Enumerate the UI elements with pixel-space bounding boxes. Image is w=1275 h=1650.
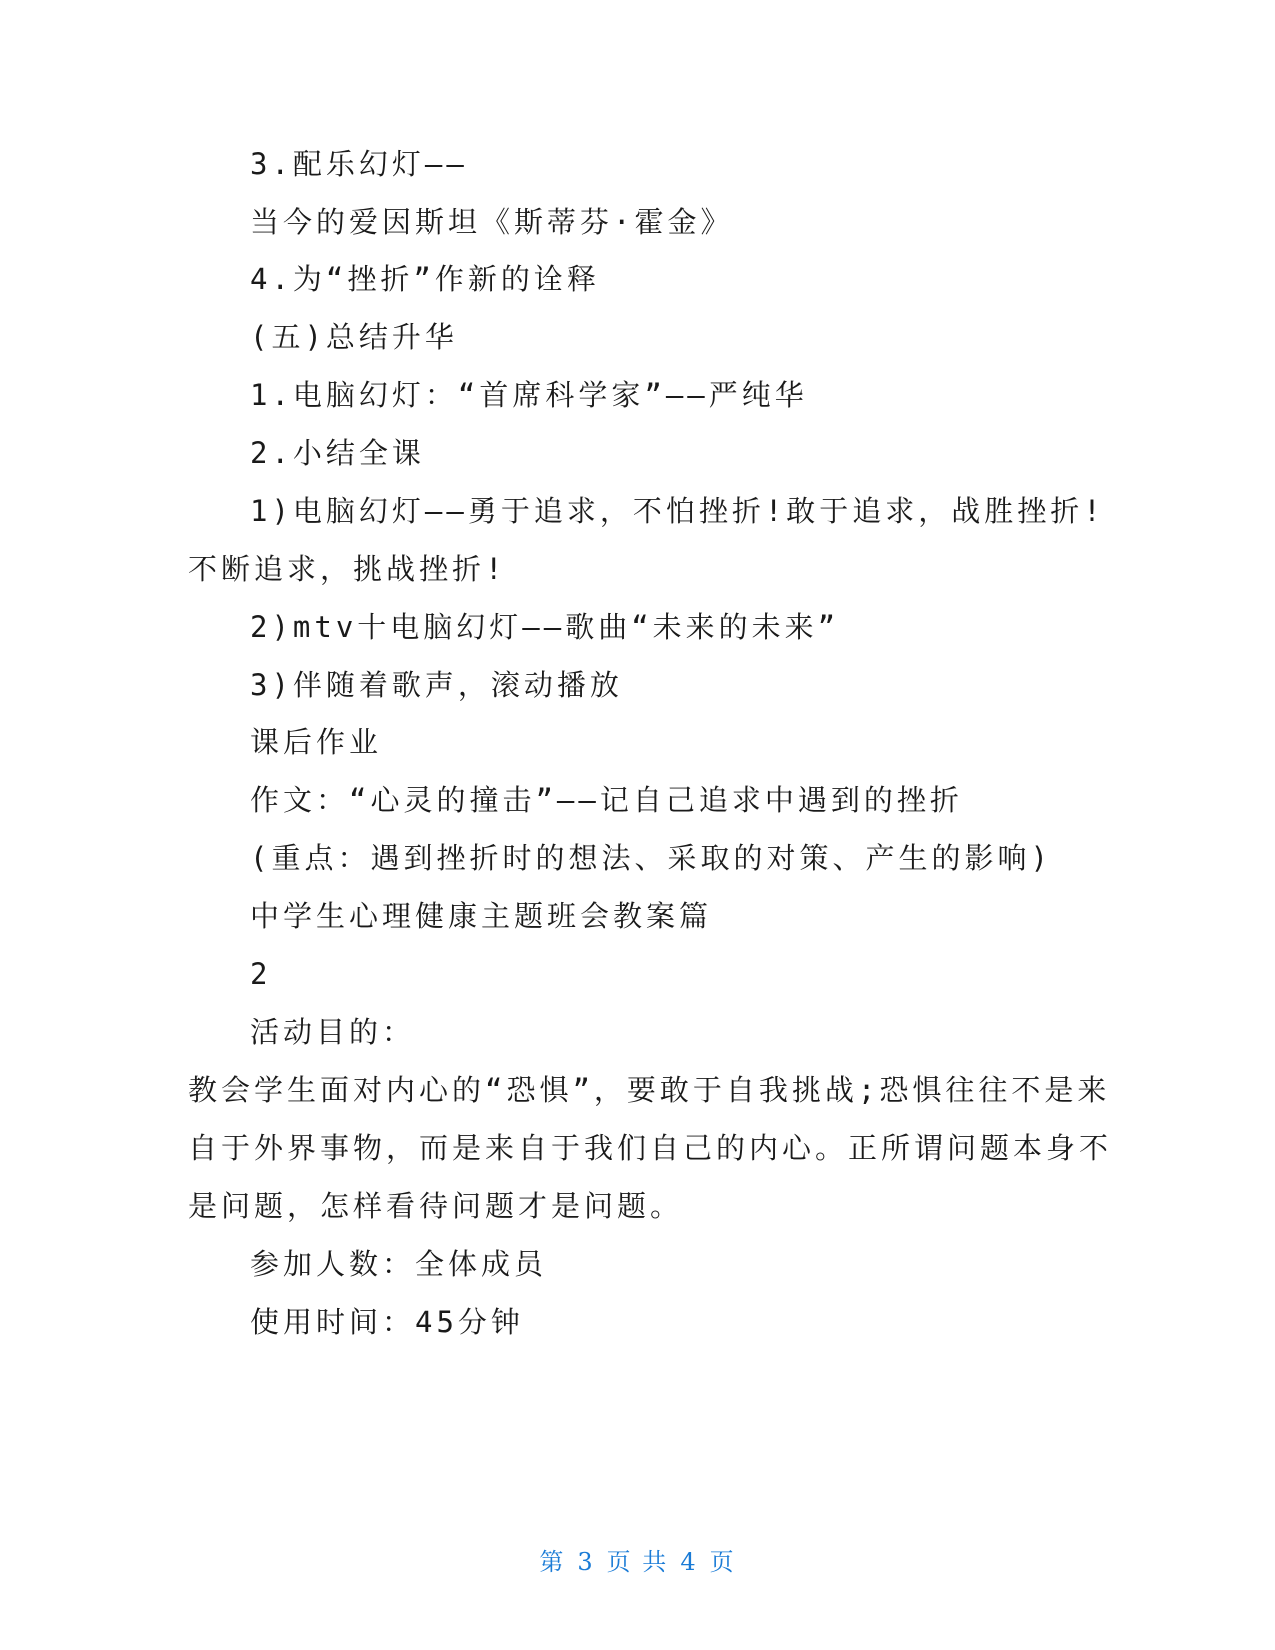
footer-middle: 页 共 <box>606 1548 669 1576</box>
text-line: 是问题，怎样看待问题才是问题。 <box>188 1189 684 1223</box>
text-line: 作文：“心灵的撞击”——记自己追求中遇到的挫折 <box>250 783 963 817</box>
section-heading: (五)总结升华 <box>250 320 458 354</box>
current-page-number: 3 <box>577 1548 595 1576</box>
text-line: 4.为“挫折”作新的诠释 <box>250 262 600 296</box>
article-number: 2 <box>250 957 272 991</box>
text-line: 3)伴随着歌声，滚动播放 <box>250 668 623 702</box>
footer-suffix: 页 <box>709 1548 736 1576</box>
text-line: 1)电脑幻灯——勇于追求，不怕挫折!敢于追求，战胜挫折! <box>250 494 1105 528</box>
text-line: 不断追求，挑战挫折! <box>188 552 507 586</box>
text-line: (重点：遇到挫折时的想法、采取的对策、产生的影响) <box>250 841 1052 875</box>
text-line: 2)mtv十电脑幻灯——歌曲“未来的未来” <box>250 610 840 644</box>
text-line: 当今的爱因斯坦《斯蒂芬·霍金》 <box>250 205 734 239</box>
text-line: 教会学生面对内心的“恐惧”，要敢于自我挑战;恐惧往往不是来 <box>188 1073 1111 1107</box>
text-line: 使用时间：45分钟 <box>250 1305 524 1339</box>
footer-prefix: 第 <box>539 1548 566 1576</box>
page-footer <box>0 1542 1275 1577</box>
text-line: 活动目的： <box>250 1015 416 1049</box>
text-line: 3.配乐幻灯—— <box>250 147 468 181</box>
total-pages-number: 4 <box>680 1548 698 1576</box>
text-line: 2.小结全课 <box>250 436 425 470</box>
article-title: 中学生心理健康主题班会教案篇 <box>250 899 713 933</box>
section-heading: 课后作业 <box>250 725 383 759</box>
text-line: 自于外界事物，而是来自于我们自己的内心。正所谓问题本身不 <box>188 1131 1113 1165</box>
text-line: 1.电脑幻灯：“首席科学家”——严纯华 <box>250 378 808 412</box>
text-line: 参加人数：全体成员 <box>250 1247 548 1281</box>
